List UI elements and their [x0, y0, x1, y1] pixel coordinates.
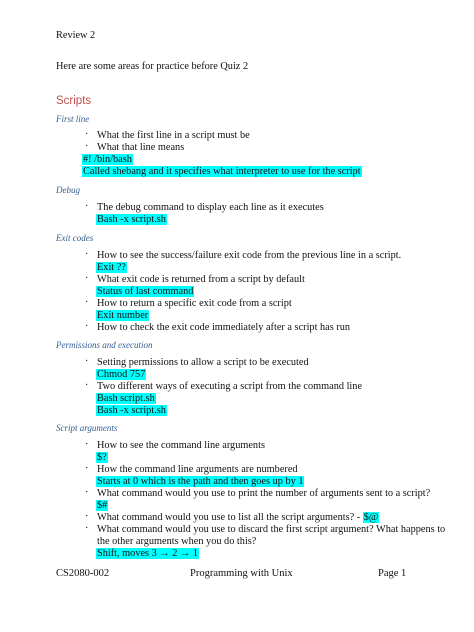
question: What command would you use to discard the first script argument? What happens to: [97, 524, 446, 535]
question-text: What command would you use to list all the script arguments? -: [97, 512, 363, 523]
question: Two different ways of executing a script from the command line: [97, 381, 363, 392]
bullet: ·: [85, 356, 89, 367]
bullet: ·: [85, 523, 89, 534]
intro-text: Here are some areas for practice before Quiz 2: [56, 61, 249, 72]
question: How the command line arguments are numbered: [97, 464, 298, 475]
question: What command would you use to print the number of arguments sent to a script?: [97, 488, 431, 499]
question: The debug command to display each line as it executes: [97, 202, 324, 213]
answer-highlight: Bash -x script.sh: [97, 405, 166, 416]
question: What exit code is returned from a script by default: [97, 274, 305, 285]
footer-page-number: Page 1: [378, 568, 407, 579]
bullet: ·: [85, 463, 89, 474]
answer-highlight: $#: [97, 500, 108, 511]
question: [97, 512, 379, 524]
answer-highlight: Status of last command: [97, 286, 194, 297]
bullet: ·: [85, 141, 89, 152]
bullet: ·: [85, 439, 89, 450]
bullet: ·: [85, 511, 89, 522]
footer-course-code: CS2080-002: [56, 568, 110, 579]
question: Setting permissions to allow a script to be executed: [97, 357, 309, 368]
answer-highlight: Shift, moves 3 → 2 → 1: [97, 548, 198, 559]
answer-highlight: Starts at 0 which is the path and then goes up by 1: [97, 476, 304, 487]
subsection-permissions: Permissions and execution: [56, 340, 153, 350]
question: What that line means: [97, 142, 185, 153]
subsection-exit-codes: Exit codes: [56, 233, 94, 243]
bullet: ·: [85, 297, 89, 308]
question: What the first line in a script must be: [97, 130, 250, 141]
bullet: ·: [85, 201, 89, 212]
bullet: ·: [85, 273, 89, 284]
footer-course-name: Programming with Unix: [190, 568, 293, 579]
question: How to see the success/failure exit code from the previous line in a script.: [97, 250, 402, 261]
answer-highlight: Bash -x script.sh: [97, 214, 166, 225]
bullet: ·: [85, 129, 89, 140]
bullet: ·: [85, 249, 89, 260]
answer-highlight: Exit number: [97, 310, 149, 321]
answer-highlight: Exit ??: [97, 262, 126, 273]
answer-highlight: $?: [97, 452, 107, 463]
answer-highlight: Chmod 757: [97, 369, 146, 380]
bullet: ·: [85, 380, 89, 391]
question: How to check the exit code immediately after a script has run: [97, 322, 351, 333]
answer-highlight: Called shebang and it specifies what interpreter to use for the script: [83, 166, 361, 177]
subsection-debug: Debug: [56, 185, 80, 195]
subsection-first-line: First line: [56, 114, 90, 124]
bullet: ·: [85, 321, 89, 332]
question: How to return a specific exit code from a script: [97, 298, 292, 309]
document-title: Review 2: [56, 30, 96, 41]
question-continued: the other arguments when you do this?: [97, 536, 257, 547]
section-heading: Scripts: [56, 95, 92, 107]
bullet: ·: [85, 487, 89, 498]
answer-highlight: Bash script.sh: [97, 393, 155, 404]
subsection-script-arguments: Script arguments: [56, 423, 118, 433]
answer-highlight: #! /bin/bash: [83, 154, 132, 165]
answer-highlight: $@: [363, 512, 379, 523]
question: How to see the command line arguments: [97, 440, 265, 451]
